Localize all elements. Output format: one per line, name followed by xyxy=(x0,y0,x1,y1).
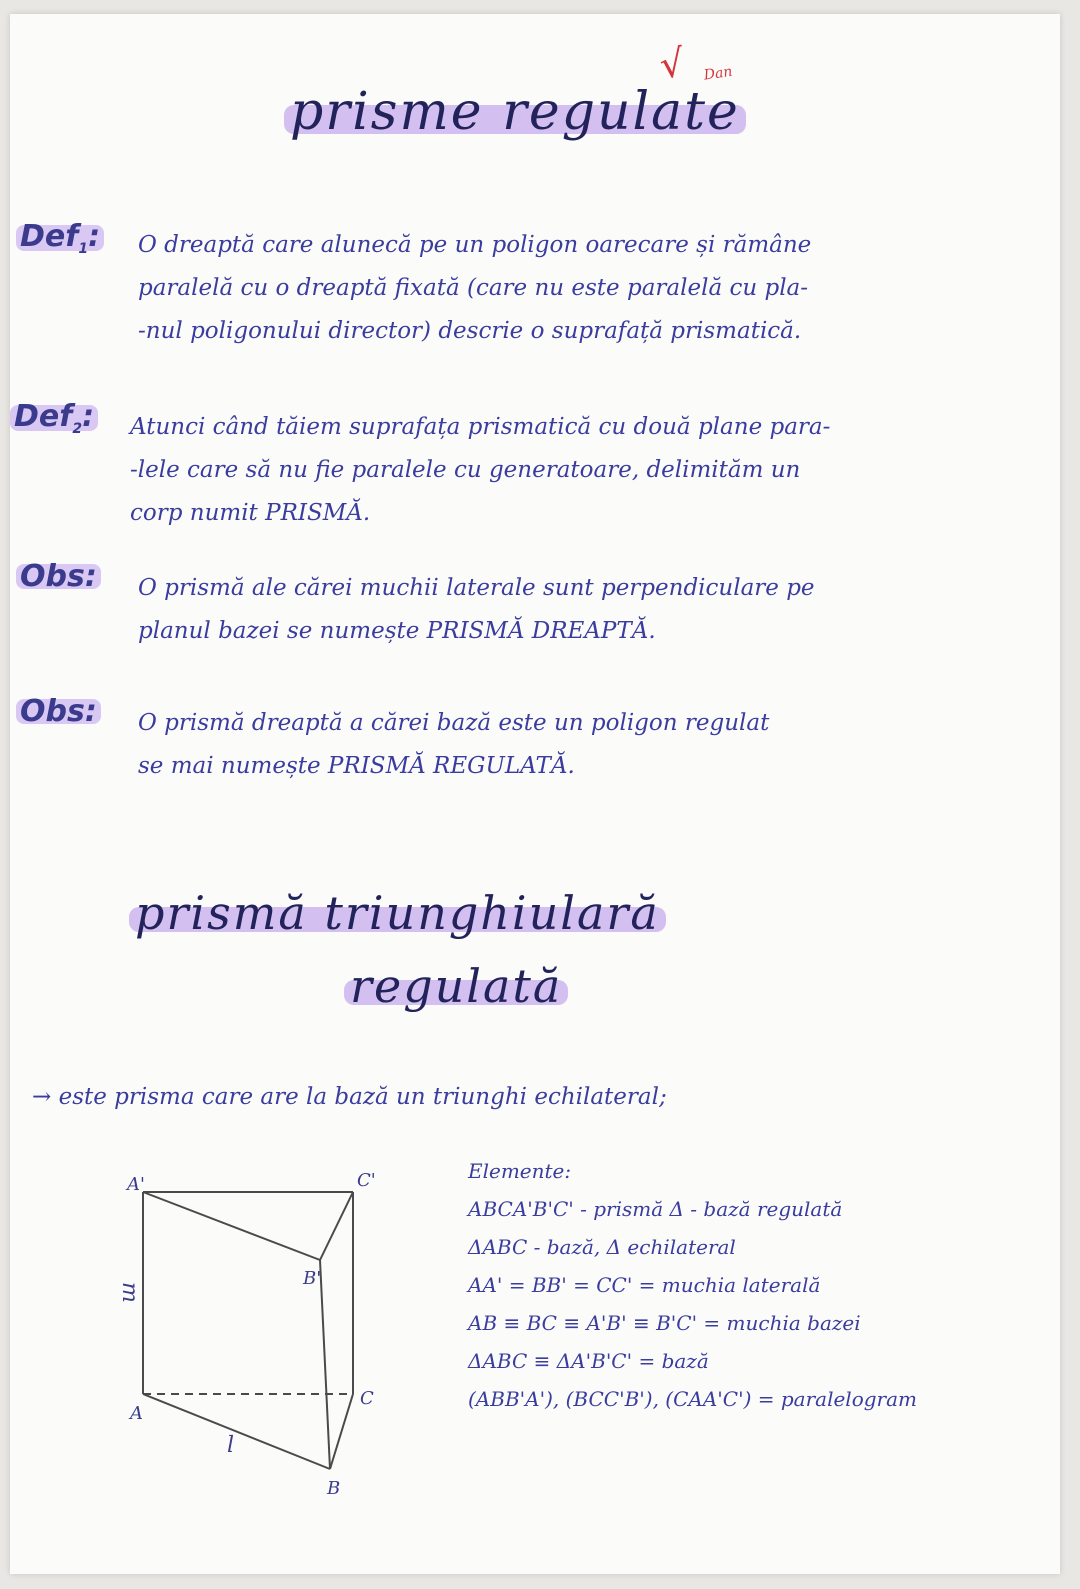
vertex-a-prime: A' xyxy=(127,1174,145,1195)
edge-c-b xyxy=(330,1394,353,1469)
def2-line: Atunci când tăiem suprafața prismatică cu două plane para- xyxy=(130,414,831,440)
def1-label: Def$_1$: xyxy=(20,219,100,257)
elements-item: ΔABC ≡ ΔA'B'C' = bază xyxy=(468,1349,709,1373)
def2-text xyxy=(130,406,1055,535)
grade-check: √ xyxy=(657,40,688,88)
subtitle-line-1: prismă triunghiulară xyxy=(135,886,660,940)
elements-heading: Elemente: xyxy=(468,1159,572,1183)
vertex-c-prime: C' xyxy=(357,1170,376,1191)
obs2-line: O prismă dreaptă a cărei bază este un poligon regulat xyxy=(138,710,770,736)
def1-line: -nul poligonului director) descrie o suprafață prismatică. xyxy=(138,318,802,344)
elements-item: (ABB'A'), (BCC'B'), (CAA'C') = paralelogram xyxy=(468,1387,917,1411)
def2-line: corp numit PRISMĂ. xyxy=(130,500,371,526)
obs2-line: se mai numește PRISMĂ REGULATĂ. xyxy=(138,753,575,779)
def2-line: -lele care să nu fie paralele cu generatoare, delimităm un xyxy=(130,457,801,483)
elements-item: AA' = BB' = CC' = muchia laterală xyxy=(468,1273,821,1297)
elements-item: AB ≡ BC ≡ A'B' ≡ B'C' = muchia bazei xyxy=(468,1311,861,1335)
obs2-text xyxy=(138,702,1053,788)
obs1-label: Obs: xyxy=(20,559,97,594)
base-edge-label: l xyxy=(227,1433,235,1458)
def2-label: Def$_2$: xyxy=(14,399,94,437)
edge-ctop-btop xyxy=(320,1192,353,1260)
vertex-b-prime: B' xyxy=(303,1268,322,1289)
elements-list xyxy=(468,1152,1048,1418)
obs1-text xyxy=(138,567,1053,653)
def1-line: paralelă cu o dreaptă fixată (care nu este paralelă cu pla- xyxy=(138,275,809,301)
edge-atop-btop xyxy=(143,1192,320,1260)
prism-description: → este prisma care are la bază un triunghi echilateral; xyxy=(32,1084,667,1110)
vertex-a: A xyxy=(130,1403,143,1424)
obs1-line: O prismă ale cărei muchii laterale sunt perpendiculare pe xyxy=(138,575,815,601)
obs1-line: planul bazei se numește PRISMĂ DREAPTĂ. xyxy=(138,618,656,644)
vertex-b: B xyxy=(327,1478,341,1499)
edge-b-btop xyxy=(320,1260,330,1469)
page-title: prisme regulate xyxy=(290,82,740,142)
obs2-label: Obs: xyxy=(20,694,97,729)
edge-a-b xyxy=(143,1394,330,1469)
triangular-prism-diagram xyxy=(105,1164,405,1514)
notebook-page xyxy=(10,14,1060,1574)
height-label: m xyxy=(117,1282,142,1303)
def1-text xyxy=(138,224,1053,353)
vertex-c: C xyxy=(360,1388,374,1409)
def1-line: O dreaptă care alunecă pe un poligon oarecare și rămâne xyxy=(138,232,812,258)
grade-note: Dan xyxy=(702,63,734,84)
grade-mark xyxy=(657,40,734,88)
elements-item: ΔABC - bază, Δ echilateral xyxy=(468,1235,736,1259)
elements-item: ABCA'B'C' - prismă Δ - bază regulată xyxy=(468,1197,843,1221)
subtitle-line-2: regulată xyxy=(350,959,562,1013)
